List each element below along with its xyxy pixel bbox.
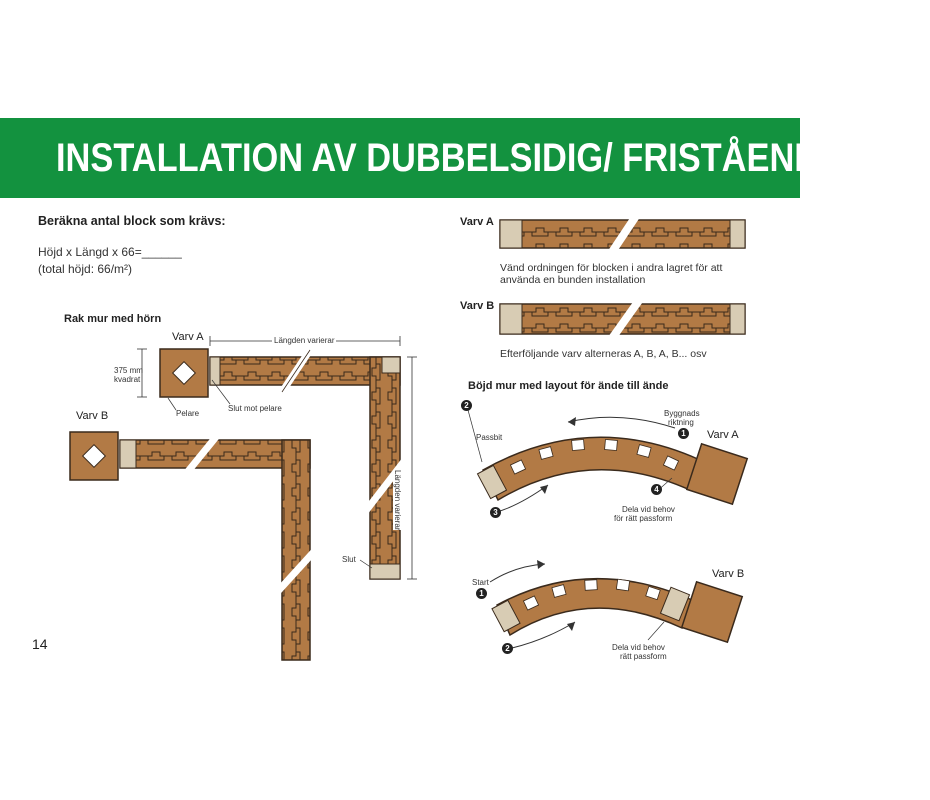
pillar-a — [160, 349, 208, 397]
course-a-text-2: använda en bunden installation — [500, 274, 646, 286]
dim-label-1: 375 mm — [114, 366, 143, 375]
course-a-text-1: Vänd ordningen för blocken i andra lagret för att — [500, 262, 723, 274]
calc-note: (total höjd: 66/m²) — [38, 262, 133, 276]
curved-varv-b: Varv B — [712, 568, 745, 580]
course-varv-b: Varv B — [460, 300, 495, 312]
slut-mot-pelare-label: Slut mot pelare — [228, 404, 282, 413]
slut-label: Slut — [342, 555, 356, 564]
dela-a-1: Dela vid behov — [622, 505, 675, 514]
step-marker-b1: 1 — [476, 588, 487, 599]
dela-a-2: för rätt passform — [614, 514, 673, 523]
step-marker-1: 1 — [678, 428, 689, 439]
length-top-label: Längden varierar — [274, 336, 335, 345]
curved-varv-a: Varv A — [707, 429, 739, 441]
course-varv-a: Varv A — [460, 216, 494, 228]
straight-varv-b: Varv B — [76, 410, 109, 422]
length-side-label: Längden varierar — [393, 470, 402, 531]
wall-b-right — [282, 440, 310, 660]
step-marker-2: 2 — [461, 400, 472, 411]
pillar-b — [70, 432, 118, 480]
calc-formula: Höjd x Längd x 66=______ — [38, 245, 182, 259]
dim-label-2: kvadrat — [114, 375, 141, 384]
straight-varv-a: Varv A — [172, 331, 204, 343]
dela-b-2: rätt passform — [620, 652, 667, 661]
passbit-label: Passbit — [476, 433, 503, 442]
page-number: 14 — [32, 636, 48, 652]
curved-wall-a — [477, 437, 747, 504]
curved-wall-b — [492, 579, 742, 643]
curved-heading: Böjd mur med layout för ände till ände — [468, 380, 669, 392]
byggnads-label-1: Byggnads — [664, 409, 700, 418]
dela-b-1: Dela vid behov — [612, 643, 665, 652]
pelare-label: Pelare — [176, 409, 200, 418]
start-label: Start — [472, 578, 489, 587]
straight-heading: Rak mur med hörn — [64, 313, 162, 325]
step-marker-b2: 2 — [502, 643, 513, 654]
step-marker-4: 4 — [651, 484, 662, 495]
calc-heading: Beräkna antal block som krävs: — [38, 214, 226, 228]
course-b-text: Efterföljande varv alterneras A, B, A, B... osv — [500, 348, 707, 360]
byggnads-label-2: riktning — [668, 418, 694, 427]
page-title: INSTALLATION AV DUBBELSIDIG/ FRISTÅENDE MUR — [56, 136, 930, 180]
step-marker-3: 3 — [490, 507, 501, 518]
